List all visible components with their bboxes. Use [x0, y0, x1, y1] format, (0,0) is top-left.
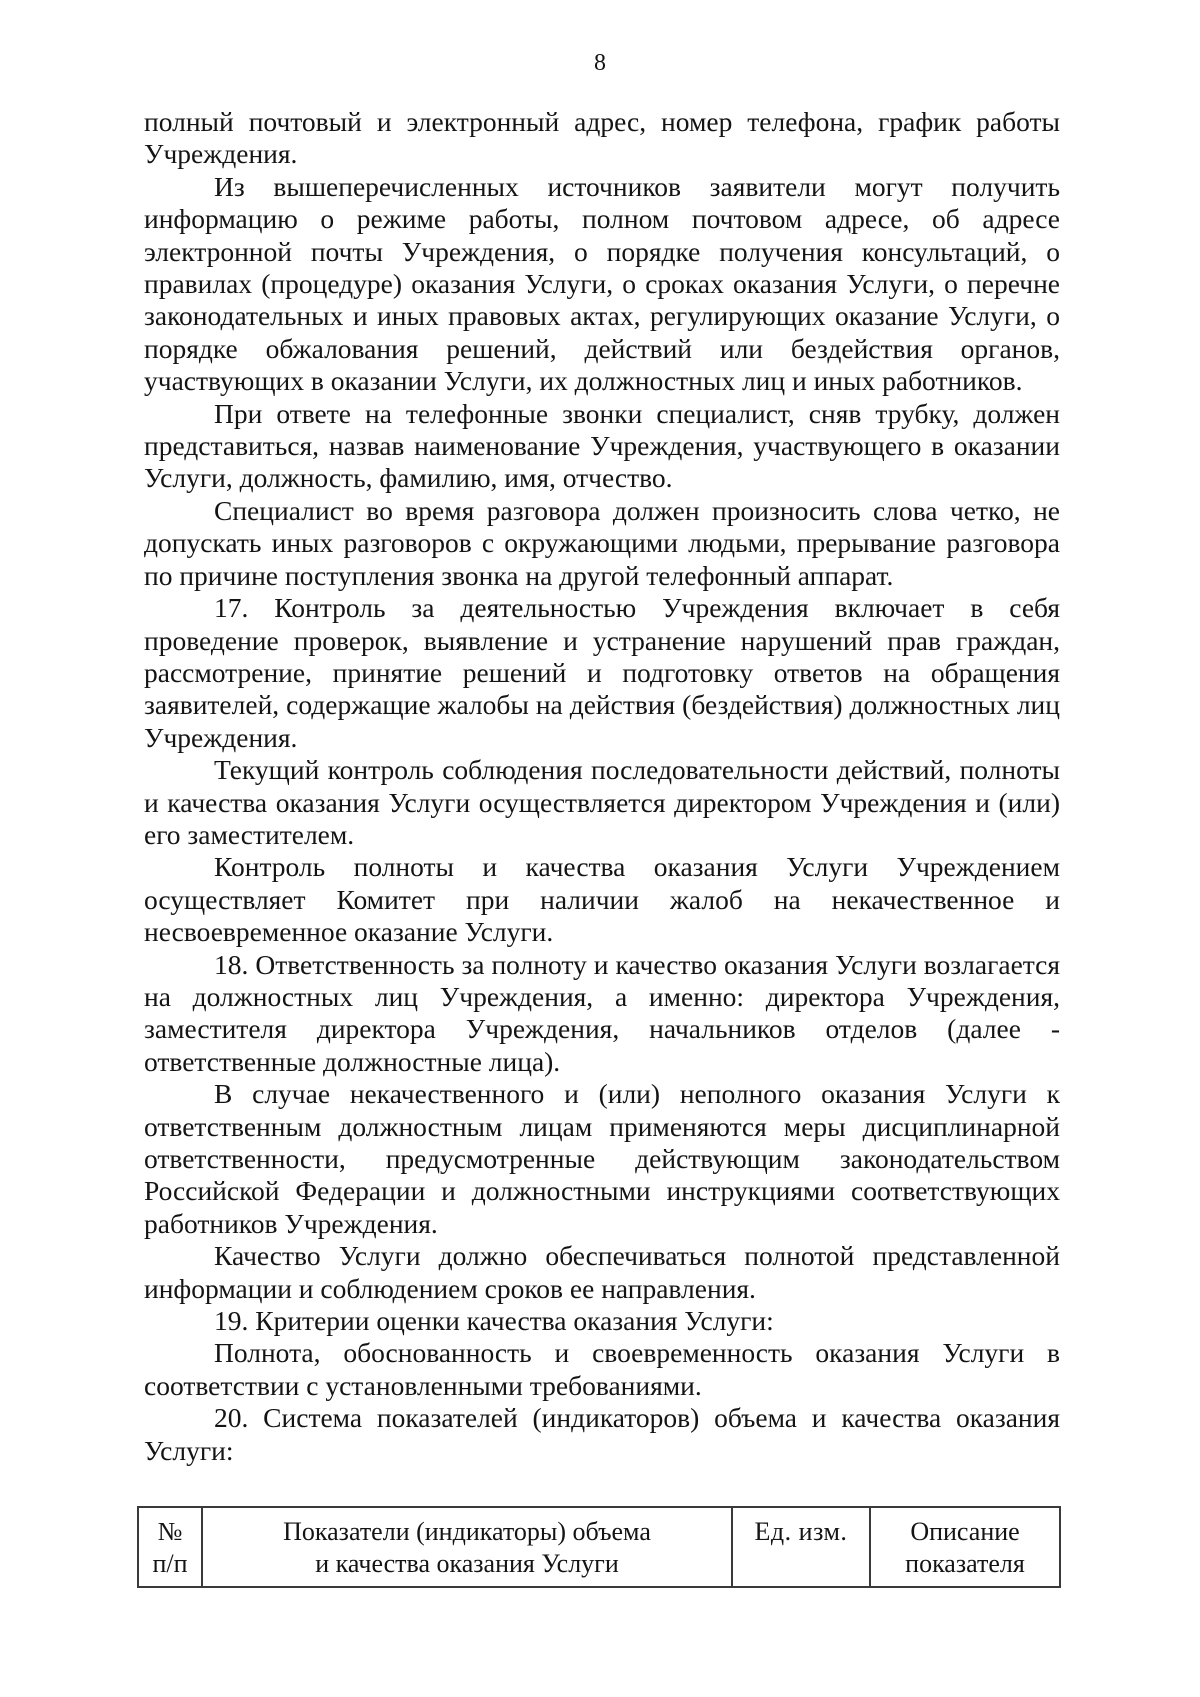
- header-number-line-1: №: [157, 1517, 183, 1546]
- header-number-line-2: п/п: [152, 1549, 188, 1578]
- header-description-line-1: Описание: [910, 1517, 1020, 1546]
- header-unit: [732, 1507, 870, 1587]
- header-unit-line-1: Ед. изм.: [754, 1517, 848, 1546]
- paragraph-conversation-rules: Специалист во время разговора должен произносить слова четко, не допускать иных разговоров с окружающими людьми, прерывание разговора по причине поступления звонка на другой телефонный аппарат.: [144, 494, 1060, 591]
- table-header-row: [138, 1507, 1060, 1587]
- header-indicators-line-2: и качества оказания Услуги: [315, 1549, 619, 1578]
- paragraph-criteria: Полнота, обоснованность и своевременность оказания Услуги в соответствии с установленными требованиями.: [144, 1337, 1060, 1401]
- header-description: [870, 1507, 1060, 1587]
- paragraph-contact-info: полный почтовый и электронный адрес, номер телефона, график работы Учреждения.: [144, 106, 1060, 170]
- paragraph-section-18: 18. Ответственность за полноту и качество оказания Услуги возлагается на должностных лиц Учреждения, а именно: директора Учреждения, заместителя директора Учреждения, начальников отделов (далее - ответственные должностные лица).: [144, 948, 1060, 1077]
- paragraph-phone-answer: При ответе на телефонные звонки специалист, сняв трубку, должен представиться, назвав наименование Учреждения, участвующего в оказании Услуги, должность, фамилию, имя, отчество.: [144, 397, 1060, 494]
- paragraph-service-quality: Качество Услуги должно обеспечиваться полнотой представленной информации и соблюдением сроков ее направления.: [144, 1240, 1060, 1304]
- page-number: 8: [594, 50, 606, 76]
- indicators-table: [137, 1506, 1061, 1588]
- paragraph-section-17: 17. Контроль за деятельностью Учреждения включает в себя проведение проверок, выявление и устранение нарушений прав граждан, рассмотрение, принятие решений и подготовку ответов на обращения заявителей, содержащие жалобы на действия (бездействия) должностных лиц Учреждения.: [144, 592, 1060, 753]
- document-body: [144, 106, 1060, 1475]
- header-number: [138, 1507, 202, 1587]
- header-indicators-line-1: Показатели (индикаторы) объема: [283, 1517, 651, 1546]
- paragraph-disciplinary: В случае некачественного и (или) неполного оказания Услуги к ответственным должностным лицам применяются меры дисциплинарной ответственности, предусмотренные действующим законодательством Российской Федерации и должностными инструкциями соответствующих работников Учреждения.: [144, 1078, 1060, 1239]
- paragraph-section-19: 19. Критерии оценки качества оказания Услуги:: [214, 1305, 774, 1337]
- header-indicators: [202, 1507, 732, 1587]
- paragraph-current-control: Текущий контроль соблюдения последовательности действий, полноты и качества оказания Услуги осуществляется директором Учреждения и (или) его заместителем.: [144, 754, 1060, 850]
- paragraph-committee-control: Контроль полноты и качества оказания Услуги Учреждением осуществляет Комитет при наличии жалоб на некачественное и несвоевременное оказание Услуги.: [144, 851, 1060, 948]
- header-description-line-2: показателя: [905, 1549, 1025, 1578]
- paragraph-section-20: 20. Система показателей (индикаторов) объема и качества оказания Услуги:: [144, 1402, 1060, 1466]
- paragraph-information-sources: Из вышеперечисленных источников заявители могут получить информацию о режиме работы, полном почтовом адресе, об адресе электронной почты Учреждения, о порядке получения консультаций, о правилах (процедуре) оказания Услуги, о сроках оказания Услуги, о перечне законодательных и иных правовых актах, регулирующих оказание Услуги, о порядке обжалования решений, действий или бездействия органов, участвующих в оказании Услуги, их должностных лиц и иных работников.: [144, 170, 1060, 397]
